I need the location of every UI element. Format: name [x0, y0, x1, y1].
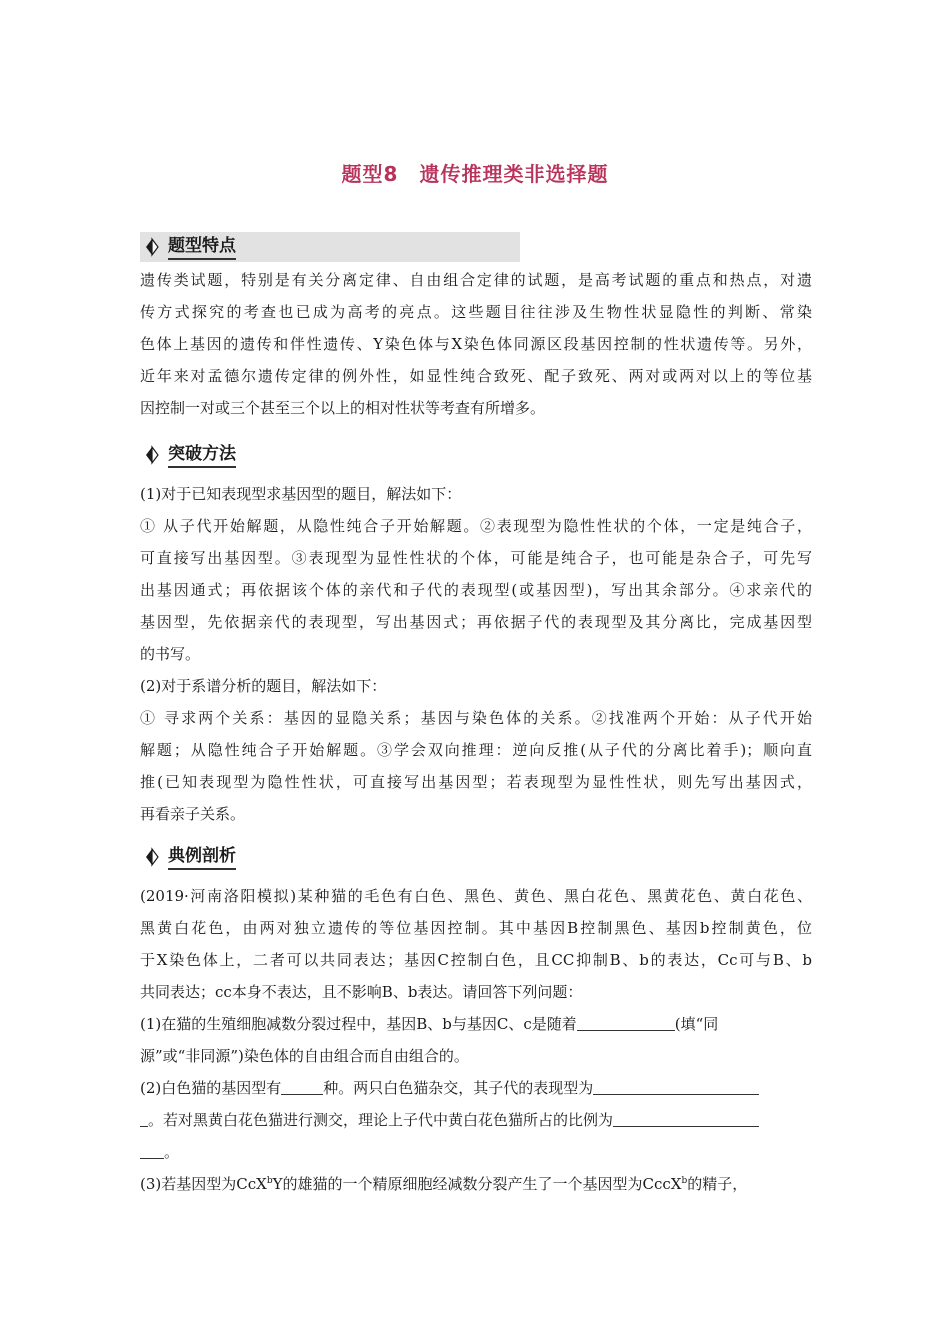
page-title: 题型8 遗传推理类非选择题 [341, 162, 609, 186]
question-2-line [140, 1136, 812, 1168]
diamond-icon [142, 846, 164, 868]
question-2-line [140, 1104, 812, 1136]
question-2-text: 。 [164, 1143, 180, 1161]
text-line: 传方式探究的考查也已成为高考的亮点。这些题目往往涉及生物性状显隐性的判断、常染 [140, 303, 812, 321]
question-2-text: 种。两只白色猫杂交，其子代的表现型为 [323, 1079, 594, 1097]
text-line: 源”或“非同源”)染色体的自由组合而自由组合的。 [140, 1047, 469, 1065]
text-line: 近年来对孟德尔遗传定律的例外性，如显性纯合致死、配子致死、两对或两对以上的等位基 [140, 367, 812, 385]
question-3-text: 的精子， [687, 1175, 748, 1193]
text-line: 遗传类试题，特别是有关分离定律、自由组合定律的试题，是高考试题的重点和热点，对遗 [140, 271, 812, 289]
methods-paragraph [140, 478, 812, 830]
answer-blank[interactable] [593, 1076, 759, 1095]
question-3-text: (3)若基因型为CcX [140, 1175, 267, 1193]
section-label: 典例剖析 [168, 845, 236, 870]
text-line: 可直接写出基因型。③表现型为显性性状的个体，可能是纯合子，也可能是杂合子，可先写 [140, 549, 812, 567]
text-line: 解题；从隐性纯合子开始解题。③学会双向推理：逆向反推(从子代的分离比着手)；顺向直 [140, 741, 812, 759]
text-line: 的书写。 [140, 645, 201, 663]
text-line: 共同表达；cc本身不表达，且不影响B、b表达。请回答下列问题： [140, 983, 583, 1001]
features-paragraph [140, 264, 812, 424]
superscript: b [681, 1176, 688, 1186]
text-line: (2019·河南洛阳模拟)某种猫的毛色有白色、黑色、黄色、黑白花色、黑黄花色、黄白花色、 [140, 887, 812, 905]
question-3-line [140, 1168, 812, 1200]
text-line: (1)对于已知表现型求基因型的题目，解法如下： [140, 485, 462, 503]
question-2-text: 。若对黑黄白花色猫进行测交，理论上子代中黄白花色猫所占的比例为 [148, 1111, 614, 1129]
answer-blank[interactable] [140, 1108, 148, 1127]
section-label: 突破方法 [168, 443, 236, 468]
text-line: ① 从子代开始解题，从隐性纯合子开始解题。②表现型为隐性性状的个体，一定是纯合子， [140, 517, 812, 535]
answer-blank[interactable] [577, 1012, 675, 1031]
question-2-line [140, 1072, 812, 1104]
question-1-hint: (填“同 [674, 1015, 719, 1033]
section-label: 题型特点 [168, 235, 236, 260]
question-3-text: Y的雄猫的一个精原细胞经减数分裂产生了一个基因型为CccX [272, 1175, 682, 1193]
section-header-methods [140, 440, 236, 470]
superscript: b [266, 1176, 273, 1186]
text-line: ① 寻求两个关系：基因的显隐关系；基因与染色体的关系。②找准两个开始：从子代开始 [140, 709, 812, 727]
text-line: 出基因通式；再依据该个体的亲代和子代的表现型(或基因型)，写出其余部分。④求亲代的 [140, 581, 812, 599]
question-2-text: (2)白色猫的基因型有 [140, 1079, 282, 1097]
text-line: 推(已知表现型为隐性性状，可直接写出基因型；若表现型为显性性状，则先写出基因式， [140, 773, 812, 791]
answer-blank[interactable] [281, 1076, 323, 1095]
section-header-example [140, 842, 236, 872]
text-line: 基因型，先依据亲代的表现型，写出基因式；再依据子代的表现型及其分离比，完成基因型 [140, 613, 812, 631]
section-header-features [140, 232, 520, 262]
text-line: 黑黄白花色，由两对独立遗传的等位基因控制。其中基因B控制黑色、基因b控制黄色，位 [140, 919, 812, 937]
answer-blank[interactable] [613, 1108, 759, 1127]
text-line: (2)对于系谱分析的题目，解法如下： [140, 677, 387, 695]
diamond-icon [142, 236, 164, 258]
diamond-icon [142, 444, 164, 466]
answer-blank[interactable] [140, 1140, 164, 1159]
text-line: 再看亲子关系。 [140, 805, 246, 823]
text-line: 于X染色体上，二者可以共同表达；基因C控制白色，且CC抑制B、b的表达，Cc可与B、b [140, 951, 812, 969]
question-1-line [140, 1008, 812, 1040]
question-1-text: (1)在猫的生殖细胞减数分裂过程中，基因B、b与基因C、c是随着 [140, 1015, 577, 1033]
example-paragraph [140, 880, 812, 1200]
text-line: 色体上基因的遗传和伴性遗传、Y染色体与X染色体同源区段基因控制的性状遗传等。另外， [140, 335, 812, 353]
text-line: 因控制一对或三个甚至三个以上的相对性状等考查有所增多。 [140, 399, 546, 417]
